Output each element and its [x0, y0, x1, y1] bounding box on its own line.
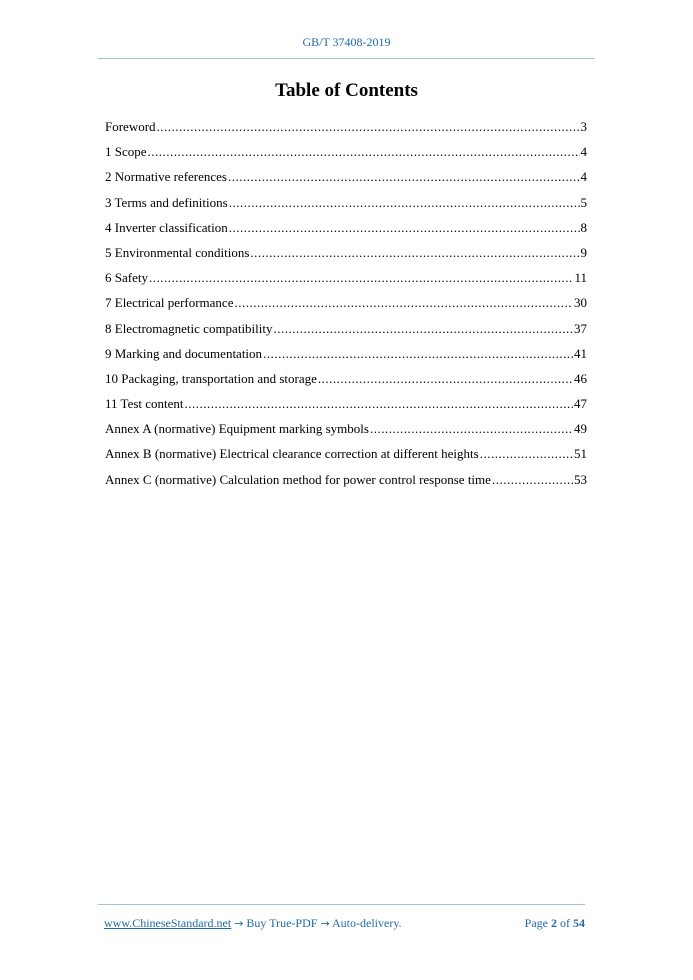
toc-entry[interactable] — [105, 470, 587, 495]
toc-dot-leader — [157, 117, 580, 137]
toc-entry-label: Annex B (normative) Electrical clearance correction at different heights — [105, 446, 479, 462]
toc-dot-leader — [229, 218, 580, 238]
toc-dot-leader — [185, 394, 573, 414]
toc-entry-page: 4 — [580, 169, 587, 185]
current-page-number: 2 — [551, 916, 557, 930]
toc-entry-page: 53 — [574, 471, 587, 487]
toc-entry[interactable] — [105, 268, 587, 293]
toc-entry-label: 8 Electromagnetic compatibility — [105, 320, 273, 336]
toc-dot-leader — [234, 293, 573, 313]
toc-title: Table of Contents — [275, 80, 418, 101]
toc-dot-leader — [318, 369, 573, 389]
toc-entry-page: 4 — [580, 144, 587, 160]
toc-entry[interactable] — [105, 142, 587, 167]
site-link[interactable]: www.ChineseStandard.net — [104, 916, 232, 930]
toc-dot-leader — [229, 193, 580, 213]
toc-entry-page: 8 — [580, 219, 587, 235]
toc-entry-label: Foreword — [105, 119, 156, 134]
toc-entry-page: 30 — [574, 295, 587, 311]
toc-entry-label: 5 Environmental conditions — [105, 244, 250, 260]
toc-entry-page: 37 — [574, 320, 587, 336]
toc-dot-leader — [263, 344, 573, 364]
toc-entry-page: 3 — [580, 119, 587, 134]
toc-dot-leader — [250, 243, 579, 263]
toc-entry[interactable] — [105, 193, 587, 218]
footer-divider — [98, 904, 585, 905]
toc-dot-leader — [149, 268, 574, 288]
buy-true-pdf-link[interactable]: Buy True-PDF — [246, 916, 318, 930]
toc-entry-page: 5 — [580, 194, 587, 210]
toc-entry-page: 47 — [574, 396, 587, 412]
toc-entry-label: 10 Packaging, transportation and storage — [105, 370, 317, 386]
toc-entry-page: 11 — [574, 270, 587, 286]
page-of-word: of — [560, 916, 570, 930]
toc-list — [105, 117, 587, 495]
footer-promo — [104, 916, 402, 931]
toc-dot-leader — [492, 470, 573, 490]
toc-entry[interactable] — [105, 444, 587, 469]
document-header: GB/T 37408-2019 — [302, 35, 391, 49]
toc-entry-label: 7 Electrical performance — [105, 295, 234, 311]
toc-dot-leader — [480, 444, 573, 464]
toc-entry-page: 51 — [574, 446, 587, 462]
arrow-right-icon: → — [234, 917, 244, 930]
toc-entry[interactable] — [105, 218, 587, 243]
toc-entry-label: 1 Scope — [105, 144, 147, 160]
toc-entry[interactable] — [105, 394, 587, 419]
toc-dot-leader — [274, 319, 573, 339]
toc-entry[interactable] — [105, 243, 587, 268]
toc-entry-label: 9 Marking and documentation — [105, 345, 263, 361]
page-indicator — [525, 916, 585, 931]
toc-entry-label: Annex C (normative) Calculation method for power control response time — [105, 471, 491, 487]
toc-dot-leader — [228, 167, 580, 187]
toc-entry[interactable] — [105, 319, 587, 344]
toc-entry-page: 41 — [574, 345, 587, 361]
toc-entry-label: 11 Test content — [105, 396, 184, 412]
toc-entry[interactable] — [105, 419, 587, 444]
arrow-right-icon: → — [320, 917, 330, 930]
toc-entry-label: 3 Terms and definitions — [105, 194, 228, 210]
header-divider — [98, 58, 595, 59]
toc-entry[interactable] — [105, 369, 587, 394]
toc-entry[interactable] — [105, 344, 587, 369]
toc-entry[interactable] — [105, 167, 587, 192]
toc-entry-page: 9 — [580, 244, 587, 260]
toc-entry-label: Annex A (normative) Equipment marking symbols — [105, 421, 369, 437]
toc-entry[interactable] — [105, 117, 587, 142]
toc-entry-label: 6 Safety — [105, 270, 148, 286]
toc-entry-label: 4 Inverter classification — [105, 219, 228, 235]
total-page-number: 54 — [573, 916, 585, 930]
toc-dot-leader — [148, 142, 580, 162]
toc-entry[interactable] — [105, 293, 587, 318]
toc-entry-page: 49 — [574, 421, 587, 437]
toc-dot-leader — [370, 419, 573, 439]
toc-entry-page: 46 — [574, 370, 587, 386]
page-word: Page — [524, 916, 548, 930]
toc-entry-label: 2 Normative references — [105, 169, 227, 185]
auto-delivery-text: Auto-delivery. — [332, 916, 402, 930]
